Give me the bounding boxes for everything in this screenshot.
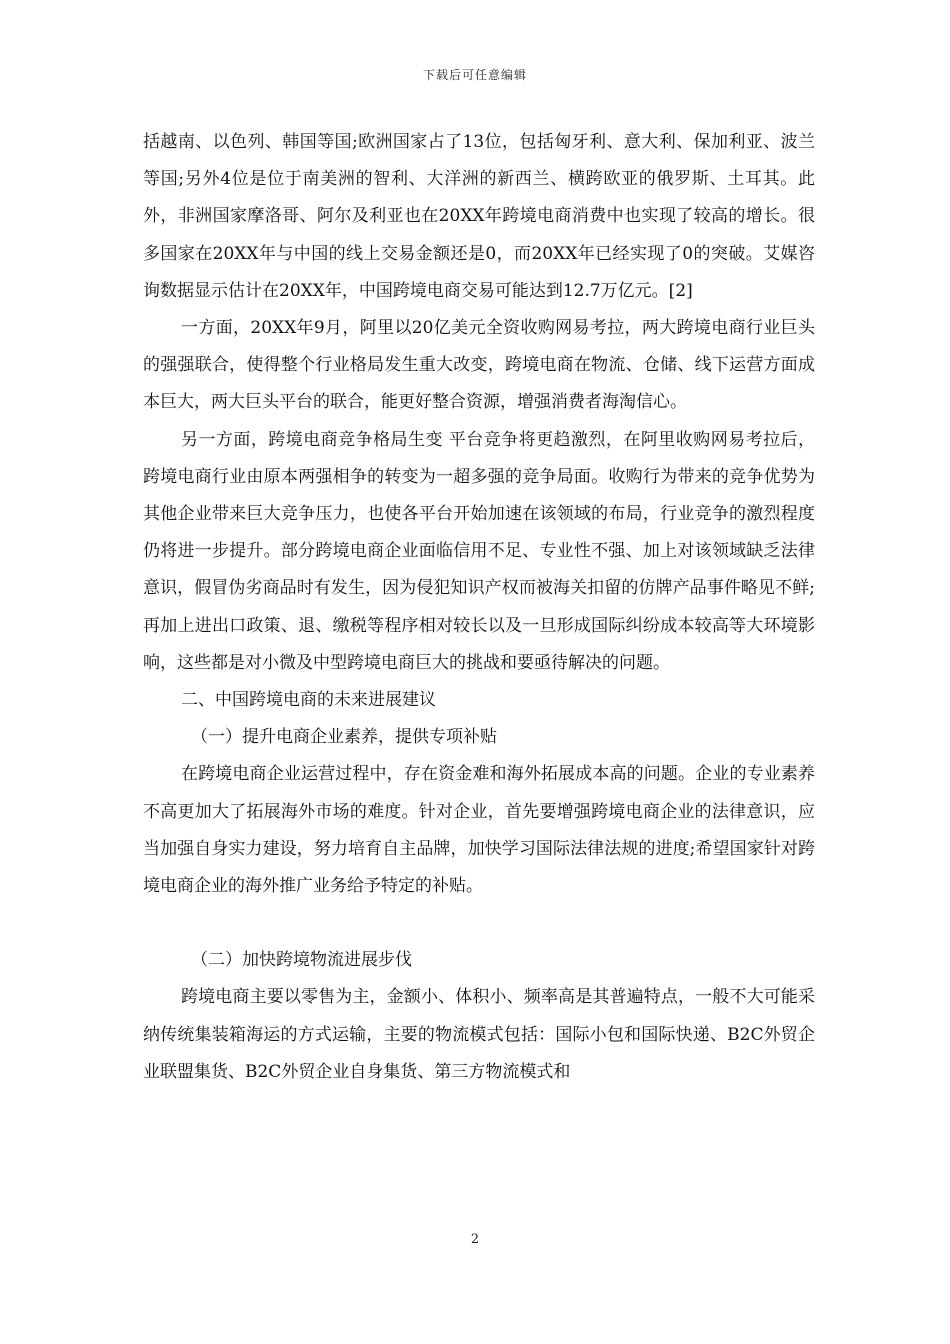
paragraph-countries: 括越南、以色列、韩国等国;欧洲国家占了13位，包括匈牙利、意大利、保加利亚、波兰等国;另外4位是位于南美洲的智利、大洋洲的新西兰、横跨欧亚的俄罗斯、土耳其。此外，非洲国家摩洛哥、阿尔及利亚也在20XX年跨境电商消费中也实现了较高的增长。很多国家在20XX年与中国的线上交易金额还是0，而20XX年已经实现了0的突破。艾媒咨询数据显示估计在20XX年，中国跨境电商交易可能达到12.7万亿元。[2]	[143, 132, 815, 301]
subheading-enterprise-quality: （一）提升电商企业素养，提供专项补贴	[191, 727, 497, 748]
section-heading-suggestions: 二、中国跨境电商的未来进展建议	[181, 690, 436, 711]
subheading-logistics: （二）加快跨境物流进展步伐	[191, 950, 412, 971]
document-body	[143, 124, 815, 1091]
paragraph-competition: 另一方面，跨境电商竞争格局生变 平台竞争将更趋激烈，在阿里收购网易考拉后，跨境电商行业由原本两强相争的转变为一超多强的竞争局面。收购行为带来的竞争优势为其他企业带来巨大竞争压力，也使各平台开始加速在该领域的布局，行业竞争的激烈程度仍将进一步提升。部分跨境电商企业面临信用不足、专业性不强、加上对该领域缺乏法律意识，假冒伪劣商品时有发生，因为侵犯知识产权而被海关扣留的仿牌产品事件略见不鲜;再加上进出口政策、退、缴税等程序相对较长以及一旦形成国际纠纷成本较高等大环境影响，这些都是对小微及中型跨境电商巨大的挑战和要亟待解决的问题。	[143, 429, 815, 673]
paragraph-logistics: 跨境电商主要以零售为主，金额小、体积小、频率高是其普遍特点，一般不大可能采纳传统集装箱海运的方式运输，主要的物流模式包括：国际小包和国际快递、B2C外贸企业联盟集货、B2C外贸企业自身集货、第三方物流模式和	[143, 987, 815, 1082]
paragraph-acquisition: 一方面，20XX年9月，阿里以20亿美元全资收购网易考拉，两大跨境电商行业巨头的强强联合，使得整个行业格局发生重大改变，跨境电商在物流、仓储、线下运营方面成本巨大，两大巨头平台的联合，能更好整合资源，增强消费者海淘信心。	[143, 318, 815, 413]
page-header: 下载后可任意编辑	[422, 68, 527, 82]
paragraph-enterprise-quality: 在跨境电商企业运营过程中，存在资金难和海外拓展成本高的问题。企业的专业素养不高更加大了拓展海外市场的难度。针对企业，首先要增强跨境电商企业的法律意识，应当加强自身实力建设，努力培育自主品牌，加快学习国际法律法规的进度;希望国家针对跨境电商企业的海外推广业务给予特定的补贴。	[143, 764, 815, 897]
page-number: 2	[470, 1232, 480, 1247]
paragraph-gap	[143, 905, 815, 942]
